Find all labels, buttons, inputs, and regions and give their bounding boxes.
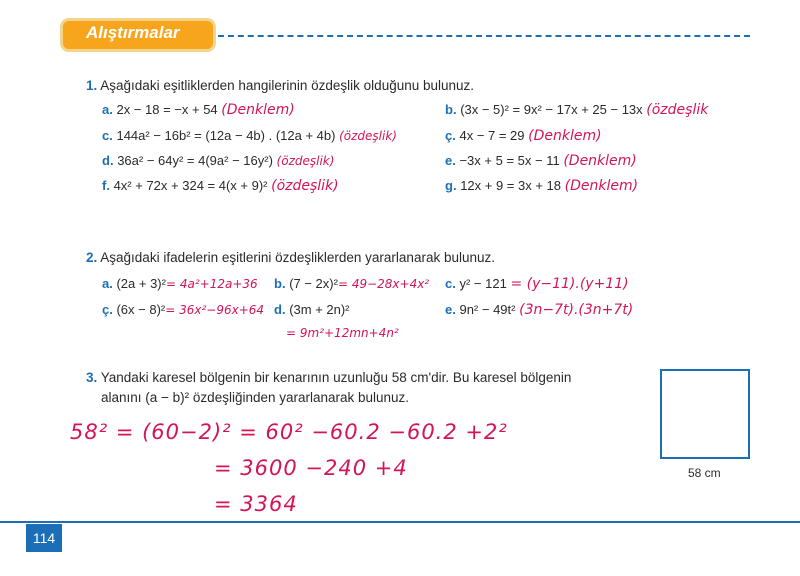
item-letter: g. xyxy=(445,178,457,193)
q1-number: 1. xyxy=(86,78,98,93)
q3-prompt-line2: alanını (a − b)² özdeşliğinden yararlanarak bulunuz. xyxy=(101,390,410,405)
item-letter: b. xyxy=(274,276,286,291)
handwritten-work-line2: = 3600 −240 +4 xyxy=(214,456,408,480)
handwritten-answer: = (y−11).(y+11) xyxy=(510,276,629,292)
item-expression: 144a² − 16b² = (12a − 4b) . (12a + 4b) xyxy=(116,128,336,143)
q1-item-cc xyxy=(445,128,602,144)
handwritten-answer: (Denklem) xyxy=(528,128,602,144)
handwritten-answer: (Denklem) xyxy=(564,178,639,194)
item-letter: d. xyxy=(274,302,286,317)
q1-item-g xyxy=(445,178,638,194)
handwritten-answer: (Denklem) xyxy=(563,153,637,169)
handwritten-answer: (özdeşlik) xyxy=(271,178,339,194)
q2-number: 2. xyxy=(86,250,98,265)
handwritten-answer: (özdeşlik xyxy=(646,102,709,118)
handwritten-work-line3: = 3364 xyxy=(214,492,298,516)
item-expression: 9n² − 49t² xyxy=(459,302,516,317)
q1-item-f xyxy=(102,178,339,194)
handwritten-answer: (Denklem) xyxy=(221,102,295,118)
handwritten-answer: (özdeşlik) xyxy=(339,129,397,143)
handwritten-answer: (3n−7t).(3n+7t) xyxy=(519,302,634,318)
q1-item-c xyxy=(102,128,397,143)
item-letter: e. xyxy=(445,153,456,168)
item-letter: c. xyxy=(102,128,113,143)
item-expression: y² − 121 xyxy=(459,276,507,291)
q1-prompt-row xyxy=(86,78,474,93)
item-expression: −3x + 5 = 5x − 11 xyxy=(459,153,560,168)
q1-item-b xyxy=(445,102,708,118)
item-letter: ç. xyxy=(445,128,456,143)
page-number: 114 xyxy=(26,524,62,552)
q1-item-d xyxy=(102,153,334,168)
handwritten-answer: = 4a²+12a+36 xyxy=(165,277,258,291)
item-expression: 4x² + 72x + 324 = 4(x + 9)² xyxy=(113,178,268,193)
footer-divider xyxy=(0,521,800,523)
q2-item-d xyxy=(274,302,350,317)
header-divider xyxy=(218,35,750,37)
q1-item-e xyxy=(445,153,637,169)
item-expression: (7 − 2x)² xyxy=(289,276,338,291)
item-expression: 2x − 18 = −x + 54 xyxy=(116,102,218,117)
q3-prompt-line1: Yandaki karesel bölgenin bir kenarının uzunluğu 58 cm'dir. Bu karesel bölgenin xyxy=(100,370,572,385)
q3-prompt-row xyxy=(86,370,571,385)
item-expression: (6x − 8)² xyxy=(116,302,166,317)
q2-item-b xyxy=(274,276,429,291)
q1-prompt: Aşağıdaki eşitliklerden hangilerinin özdeşlik olduğunu bulunuz. xyxy=(100,78,475,93)
q3-number: 3. xyxy=(86,370,98,385)
item-expression: 12x + 9 = 3x + 18 xyxy=(460,178,562,193)
q2-item-c xyxy=(445,276,629,292)
item-letter: c. xyxy=(445,276,456,291)
item-expression: (2a + 3)² xyxy=(116,276,166,291)
item-letter: a. xyxy=(102,276,113,291)
q2-item-a xyxy=(102,276,258,291)
item-expression: 4x − 7 = 29 xyxy=(459,128,525,143)
q1-item-a xyxy=(102,102,295,118)
item-letter: f. xyxy=(102,178,110,193)
handwritten-answer: (özdeşlik) xyxy=(276,154,335,168)
q2-prompt: Aşağıdaki ifadelerin eşitlerini özdeşliklerden yararlanarak bulunuz. xyxy=(100,250,495,265)
item-expression: 36a² − 64y² = 4(9a² − 16y²) xyxy=(117,153,273,168)
item-expression: (3x − 5)² = 9x² − 17x + 25 − 13x xyxy=(460,102,643,117)
q2-item-e xyxy=(445,302,633,318)
square-figure xyxy=(660,369,750,459)
section-title: Alıştırmalar xyxy=(86,23,180,42)
handwritten-answer: = 49−28x+4x² xyxy=(337,277,430,291)
item-letter: ç. xyxy=(102,302,113,317)
handwritten-answer: = 36x²−96x+64 xyxy=(165,303,265,317)
item-letter: a. xyxy=(102,102,113,117)
item-letter: e. xyxy=(445,302,456,317)
handwritten-answer-q2d: = 9m²+12mn+4n² xyxy=(286,326,399,340)
item-letter: d. xyxy=(102,153,114,168)
handwritten-work-line1: 58² = (60−2)² = 60² −60.2 −60.2 +2² xyxy=(70,420,508,444)
item-expression: (3m + 2n)² xyxy=(289,302,350,317)
item-letter: b. xyxy=(445,102,457,117)
q2-item-cc xyxy=(102,302,264,317)
square-label: 58 cm xyxy=(688,466,721,480)
q2-prompt-row xyxy=(86,250,495,265)
